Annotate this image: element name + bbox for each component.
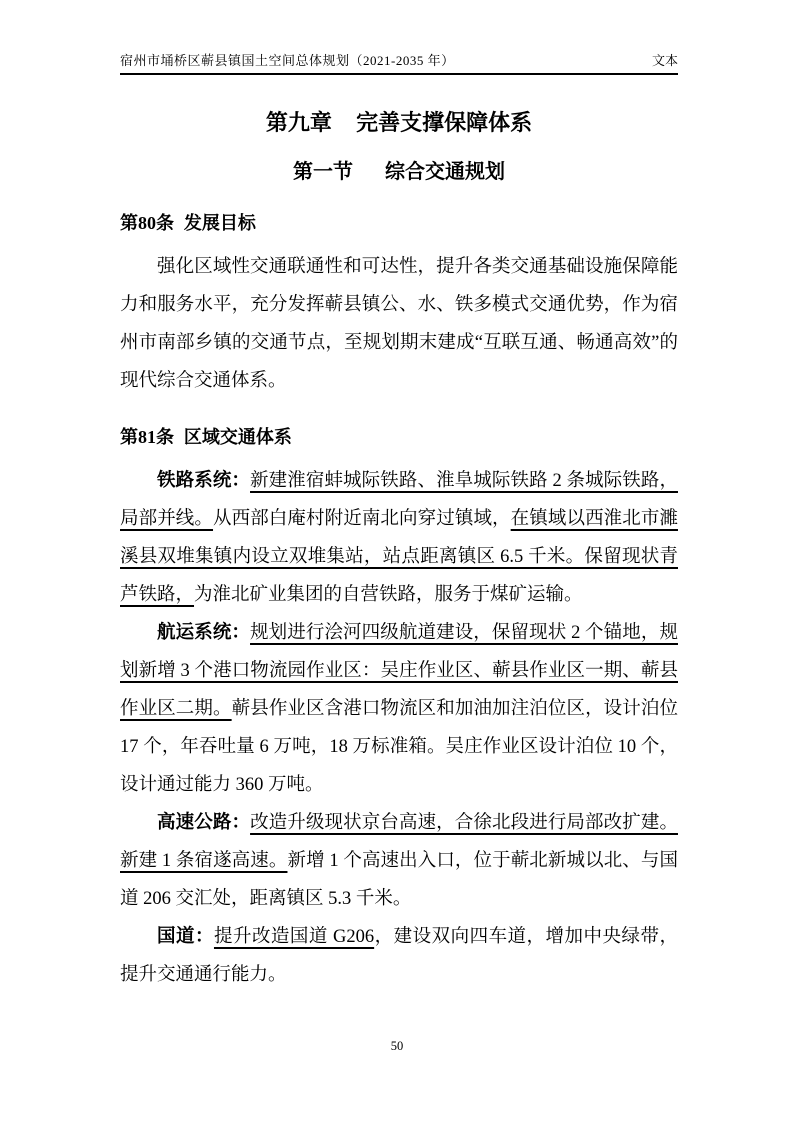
article-heading [120, 425, 678, 449]
paragraph [120, 804, 678, 918]
paragraph [120, 614, 678, 804]
header-document-title: 宿州市埇桥区蕲县镇国土空间总体规划（2021-2035 年） [120, 53, 455, 68]
article-number: 第81条 [120, 427, 174, 447]
paragraph-lead-label: 铁路系统： [157, 471, 251, 491]
plain-text: 从西部白庵村附近南北向穿过镇域， [213, 509, 511, 529]
underlined-text: 改造升级现状京台高速，合徐北段进行局部改扩建。新建 1 条宿遂高速。 [120, 813, 678, 871]
articles-container [120, 211, 678, 994]
underlined-text: 提升改造国道 G206 [213, 927, 375, 947]
paragraph-lead-label: 航运系统： [157, 623, 251, 643]
plain-text: ，建设双向四车道，增加中央绿带，提升交通通行能力。 [120, 927, 678, 985]
article-number: 第80条 [120, 213, 174, 233]
page-header [120, 52, 678, 75]
plain-text: 新增 1 个高速出入口，位于蕲北新城以北、与国道 206 交汇处，距离镇区 5.3 千米。 [120, 851, 678, 909]
page-footer [0, 1038, 794, 1054]
underlined-text: 规划进行浍河四级航道建设，保留现状 2 个锚地，规划新增 3 个港口物流园作业区：吴庄作业区、蕲县作业区一期、蕲县作业区二期。 [120, 623, 678, 719]
section-title [120, 159, 678, 186]
underlined-text: 新建淮宿蚌城际铁路、淮阜城际铁路 2 条城际铁路，局部并线。 [120, 471, 678, 529]
chapter-number: 第九章 [265, 110, 332, 135]
header-doc-type-label: 文本 [651, 53, 678, 68]
plain-text: 蕲县作业区含港口物流区和加油加注泊位区，设计泊位 17 个，年吞吐量 6 万吨，18 万标准箱。吴庄作业区设计泊位 10 个，设计通过能力 360 万吨。 [120, 699, 678, 795]
paragraph-lead-label: 国道： [157, 927, 214, 947]
section-number: 第一节 [293, 161, 353, 183]
article-heading [120, 211, 678, 235]
page-number: 50 [390, 1039, 404, 1053]
chapter-title [120, 108, 678, 138]
article-title-text: 区域交通体系 [183, 427, 292, 447]
section-title-text: 综合交通规划 [385, 161, 505, 183]
paragraph-lead-label: 高速公路： [157, 813, 251, 833]
underlined-text: 在镇域以西淮北市濉溪县双堆集镇内设立双堆集站，站点距离镇区 6.5 千米。保留现状青芦铁路， [120, 509, 678, 605]
paragraph [120, 462, 678, 614]
paragraph [120, 248, 678, 400]
plain-text: 为淮北矿业集团的自营铁路，服务于煤矿运输。 [194, 585, 583, 605]
paragraph [120, 918, 678, 994]
chapter-title-text: 完善支撑保障体系 [356, 110, 533, 135]
plain-text: 强化区域性交通联通性和可达性，提升各类交通基础设施保障能力和服务水平，充分发挥蕲县镇公、水、铁多模式交通优势，作为宿州市南部乡镇的交通节点，至规划期末建成“互联互通、畅通高效”的现代综合交通体系。 [120, 257, 678, 391]
article-title-text: 发展目标 [183, 213, 256, 233]
